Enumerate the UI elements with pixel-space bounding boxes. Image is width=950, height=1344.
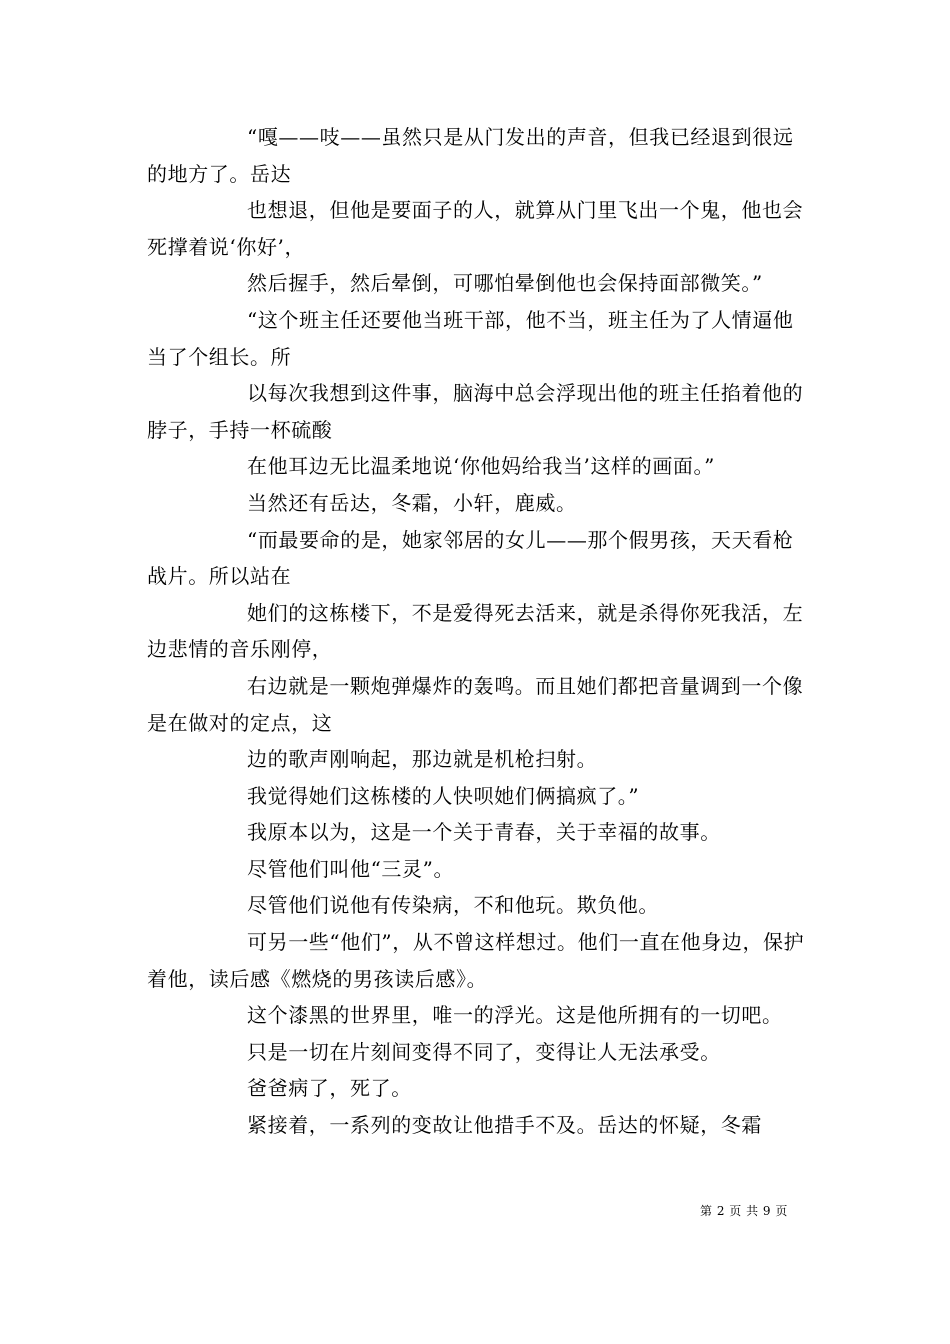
paragraph: 尽管他们说他有传染病，不和他玩。欺负他。: [247, 893, 659, 918]
body-text: [147, 119, 807, 1144]
paragraph: 边的歌声刚响起，那边就是机枪扫射。: [247, 747, 598, 772]
paragraph: 尽管他们叫他“三灵”。: [247, 856, 455, 881]
paragraph: 当然还有岳达，冬霜，小轩，鹿威。: [247, 490, 577, 515]
paragraph: “而最要命的是，她家邻居的女儿——那个假男孩，天天看枪战片。所以站在: [147, 527, 794, 589]
paragraph: 以每次我想到这件事，脑海中总会浮现出他的班主任掐着他的脖子，手持一杯硫酸: [147, 381, 804, 442]
paragraph: 也想退，但他是要面子的人，就算从门里飞出一个鬼，他也会死撑着说‘你好’，: [147, 198, 804, 259]
paragraph: 只是一切在片刻间变得不同了，变得让人无法承受。: [247, 1039, 721, 1064]
paragraph: 紧接着，一系列的变故让他措手不及。岳达的怀疑，冬霜: [247, 1113, 762, 1138]
page-number-footer: 第 2 页 共 9 页: [700, 1204, 788, 1218]
paragraph: 这个漆黑的世界里，唯一的浮光。这是他所拥有的一切吧。: [247, 1003, 783, 1028]
paragraph: “嘎——吱——虽然只是从门发出的声音，但我已经退到很远的地方了。岳达: [147, 125, 794, 186]
paragraph: 在他耳边无比温柔地说‘你他妈给我当’这样的画面。”: [247, 454, 715, 479]
paragraph: 可另一些“他们”，从不曾这样想过。他们一直在他身边，保护着他，读后感《燃烧的男孩读后感》。: [147, 930, 805, 991]
paragraph: “这个班主任还要他当班干部，他不当，班主任为了人情逼他当了个组长。所: [147, 307, 794, 369]
paragraph: 右边就是一颗炮弹爆炸的轰鸣。而且她们都把音量调到一个像是在做对的定点，这: [147, 673, 804, 735]
paragraph: 然后握手，然后晕倒，可哪怕晕倒他也会保持面部微笑。”: [247, 271, 763, 296]
paragraph: 我觉得她们这栋楼的人快呗她们俩搞疯了。”: [247, 783, 640, 808]
paragraph: 我原本以为，这是一个关于青春，关于幸福的故事。: [247, 820, 721, 845]
paragraph: 她们的这栋楼下，不是爱得死去活来，就是杀得你死我活，左边悲情的音乐刚停，: [147, 600, 804, 662]
paragraph: 爸爸病了，死了。: [247, 1076, 412, 1101]
